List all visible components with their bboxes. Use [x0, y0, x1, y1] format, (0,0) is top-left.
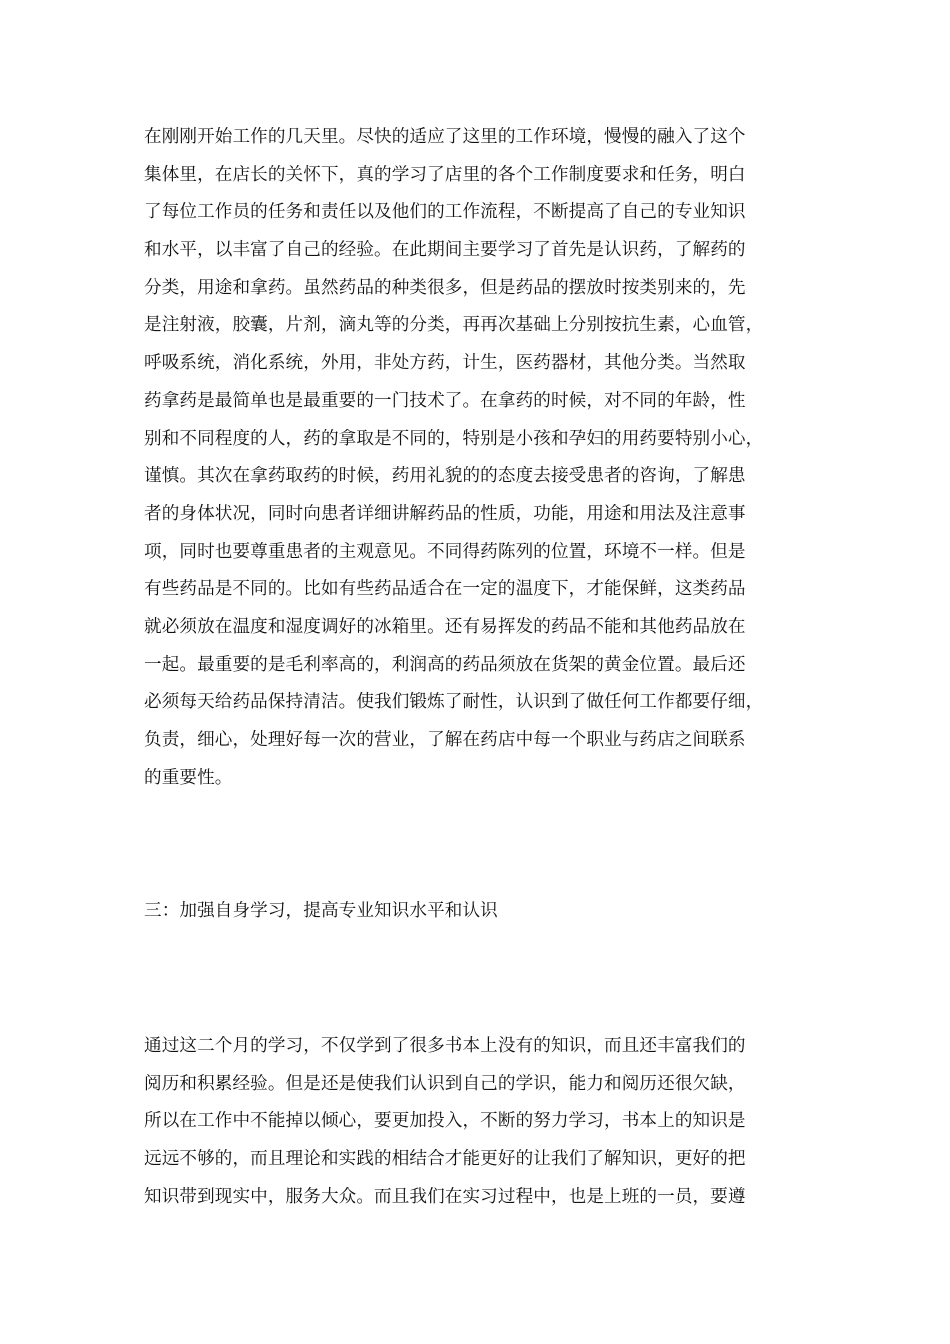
- section-heading: [144, 893, 808, 931]
- text-line: 通过这二个月的学习，不仅学到了很多书本上没有的知识，而且还丰富我们的: [144, 1036, 746, 1056]
- text-line: 必须每天给药品保持清洁。使我们锻炼了耐性，认识到了做任何工作都要仔细，: [144, 692, 764, 713]
- text-line: 阅历和积累经验。但是还是使我们认识到自己的学识，能力和阅历还很欠缺，: [144, 1073, 746, 1094]
- text-line: 药拿药是最简单也是最重要的一门技术了。在拿药的时候，对不同的年龄，性: [144, 390, 746, 411]
- text-line: 是注射液，胶囊，片剂，滴丸等的分类，再再次基础上分别按抗生素，心血管，: [144, 315, 764, 336]
- text-line: 者的身体状况，同时向患者详细讲解药品的性质，功能，用途和用法及注意事: [144, 503, 746, 524]
- text-line: 别和不同程度的人，药的拿取是不同的，特别是小孩和孕妇的用药要特别小心，: [144, 428, 764, 449]
- text-line: 负责，细心，处理好每一次的营业，了解在药店中每一个职业与药店之间联系: [144, 730, 746, 750]
- text-line: 远远不够的，而且理论和实践的相结合才能更好的让我们了解知识，更好的把: [144, 1149, 746, 1170]
- text-line: 所以在工作中不能掉以倾心，要更加投入，不断的努力学习，书本上的知识是: [144, 1111, 746, 1132]
- text-line: 知识带到现实中，服务大众。而且我们在实习过程中，也是上班的一员，要遵: [144, 1186, 746, 1207]
- section-heading-text: 三：加强自身学习，提高专业知识水平和认识: [144, 901, 498, 921]
- text-line: 在刚刚开始工作的几天里。尽快的适应了这里的工作环境，慢慢的融入了这个: [144, 127, 746, 147]
- text-line: 谨慎。其次在拿药取药的时候，药用礼貌的的态度去接受患者的咨询，了解患: [144, 466, 746, 487]
- text-line: 了每位工作员的任务和责任以及他们的工作流程，不断提高了自己的专业知识: [144, 202, 746, 223]
- text-line: 和水平，以丰富了自己的经验。在此期间主要学习了首先是认识药，了解药的: [144, 240, 746, 261]
- text-line: 分类，用途和拿药。虽然药品的种类很多，但是药品的摆放时按类别来的，先: [144, 277, 746, 298]
- text-line: 就必须放在温度和湿度调好的冰箱里。还有易挥发的药品不能和其他药品放在: [144, 616, 746, 637]
- text-line: 项，同时也要尊重患者的主观意见。不同得药陈列的位置，环境不一样。但是: [144, 541, 746, 562]
- paragraph-work-experience: [144, 119, 808, 797]
- paragraph-self-study: [144, 1028, 808, 1216]
- text-line: 的重要性。: [144, 767, 233, 788]
- text-line: 集体里，在店长的关怀下，真的学习了店里的各个工作制度要求和任务，明白: [144, 164, 746, 185]
- text-line: 一起。最重要的是毛利率高的，利润高的药品须放在货架的黄金位置。最后还: [144, 654, 746, 675]
- text-line: 有些药品是不同的。比如有些药品适合在一定的温度下，才能保鲜，这类药品: [144, 579, 746, 600]
- text-line: 呼吸系统，消化系统，外用，非处方药，计生，医药器材，其他分类。当然取: [144, 353, 746, 374]
